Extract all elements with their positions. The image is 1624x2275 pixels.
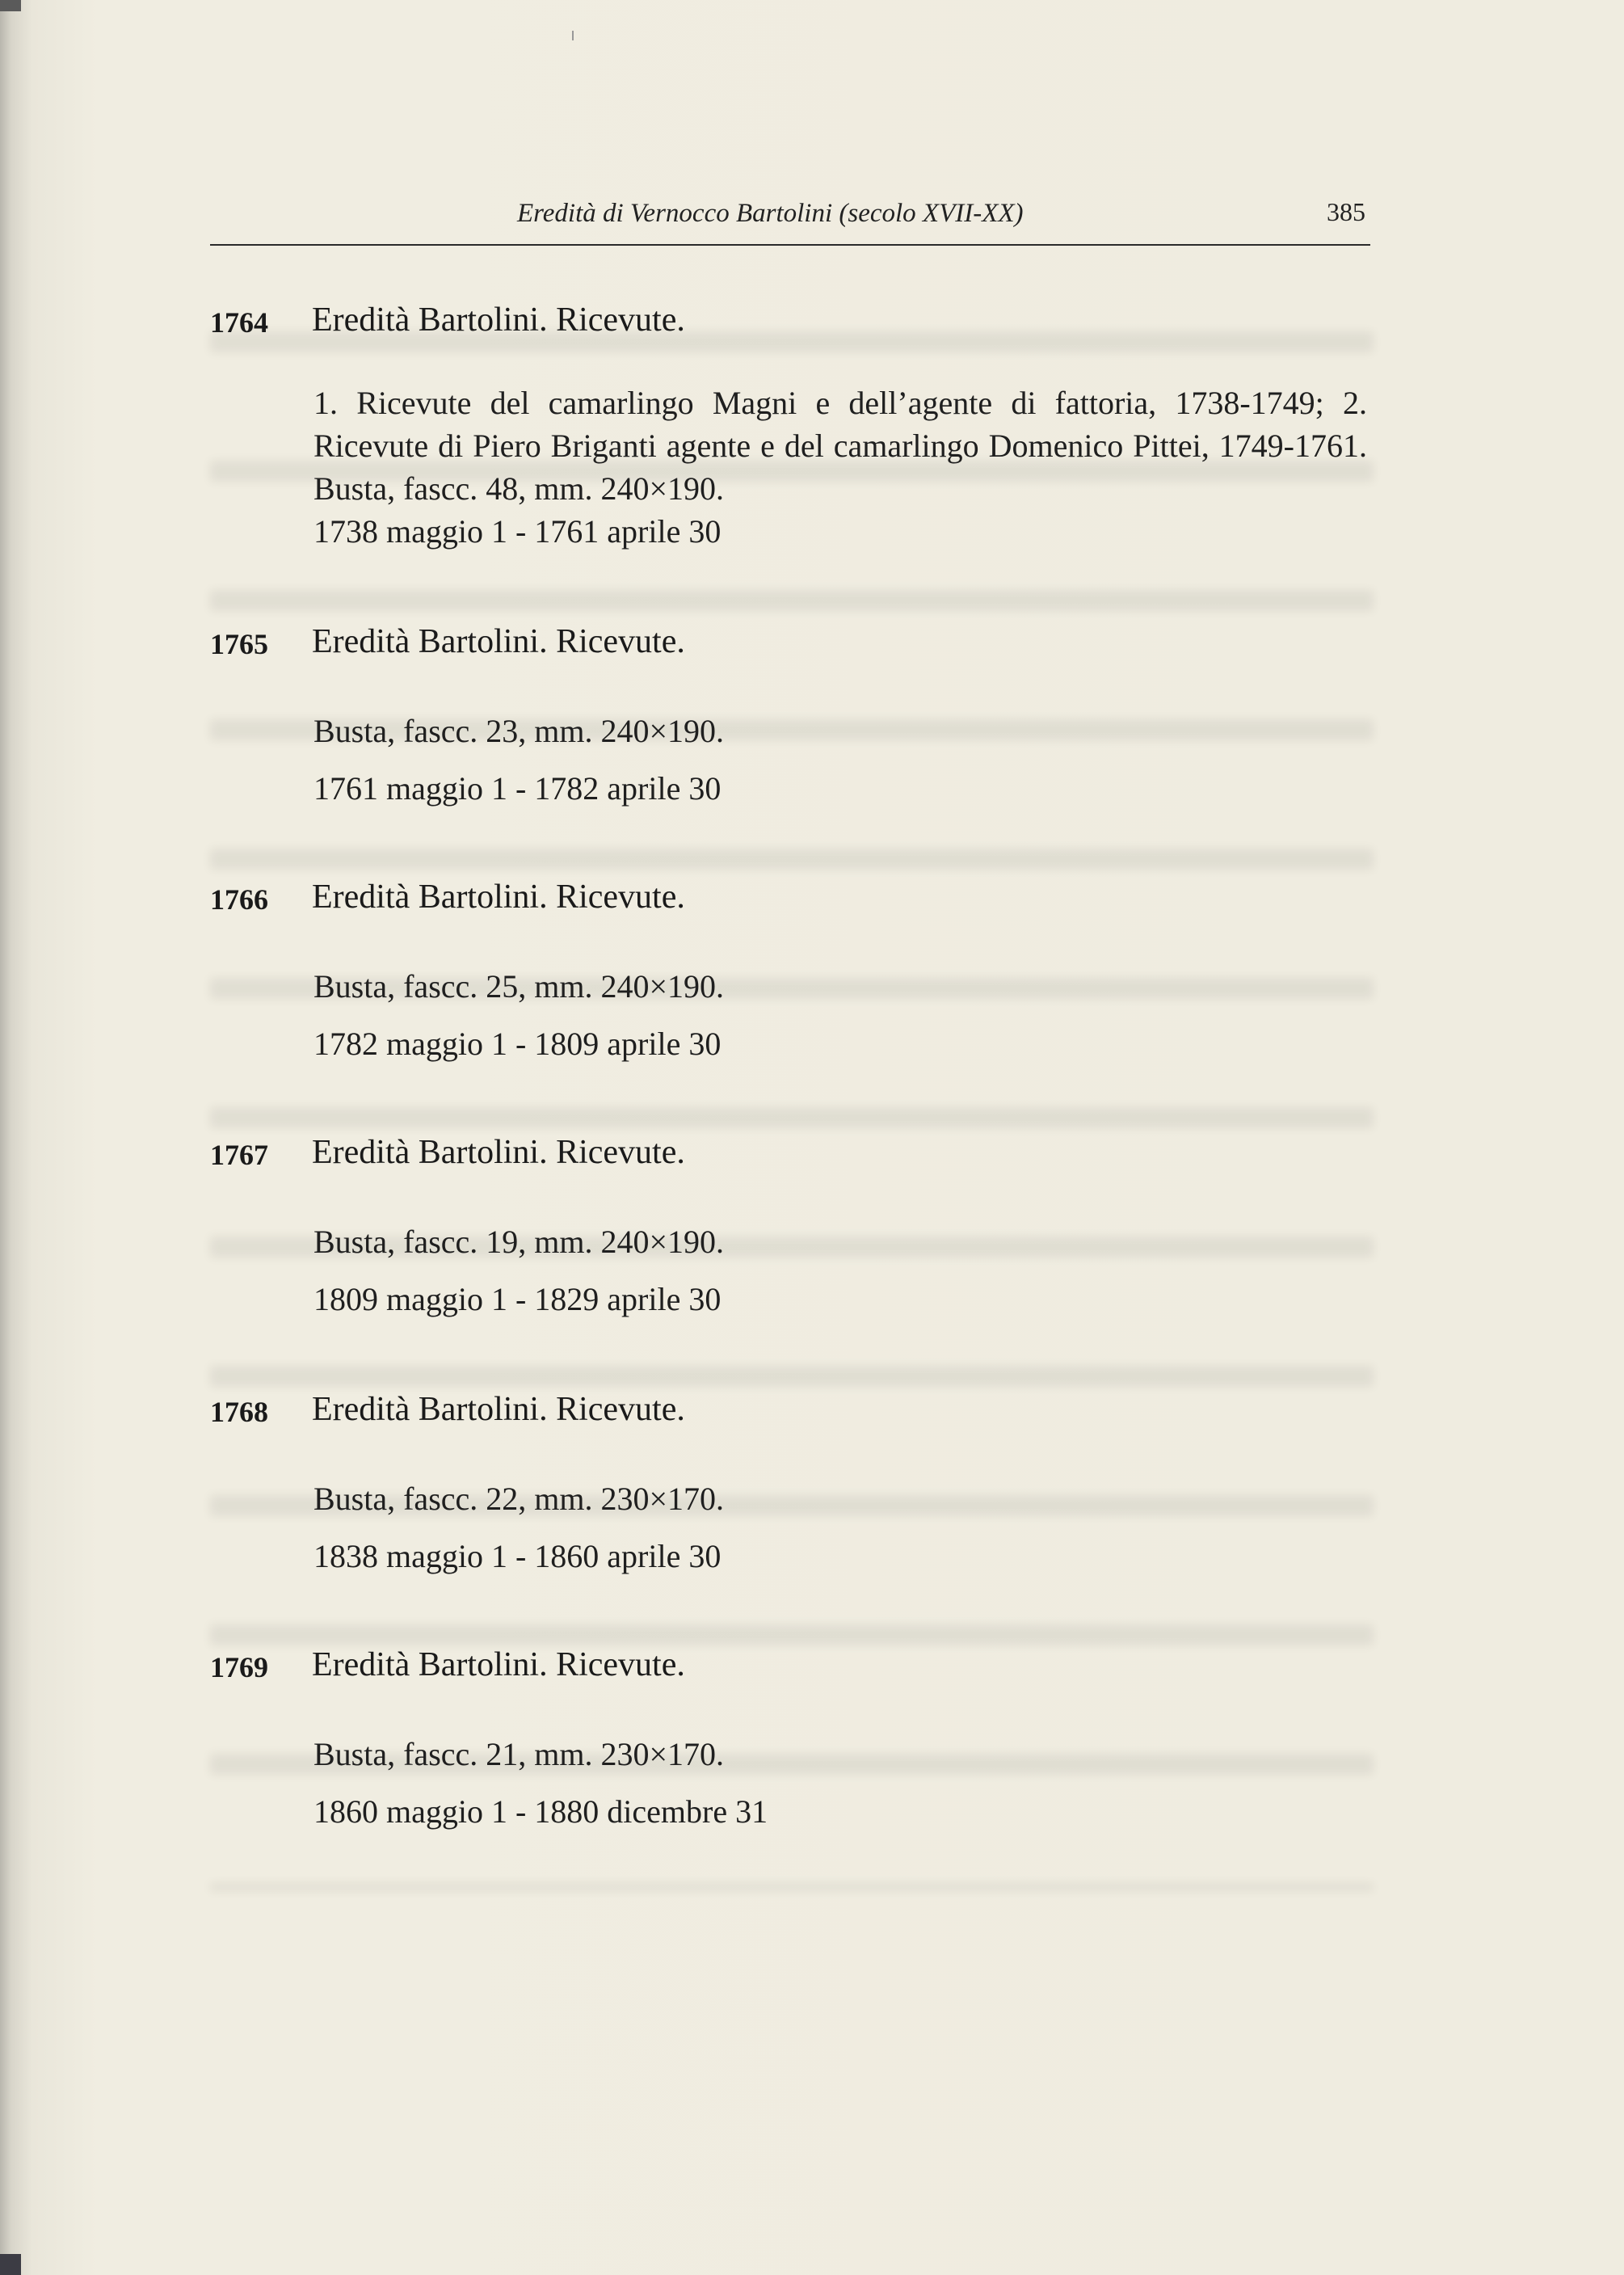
entry-description: Busta, fascc. 21, mm. 230×170. [313, 1736, 725, 1772]
entry-date: 1838 maggio 1 - 1860 aprile 30 [313, 1538, 722, 1574]
entry-date: 1738 maggio 1 - 1761 aprile 30 [313, 513, 722, 550]
entry-title: Eredità Bartolini. Ricevute. [312, 1391, 685, 1428]
entry-description: Busta, fascc. 22, mm. 230×170. [313, 1481, 725, 1517]
entry-description: Busta, fascc. 23, mm. 240×190. [313, 713, 725, 749]
entry-date: 1860 maggio 1 - 1880 dicembre 31 [313, 1793, 768, 1830]
entry-number: 1764 [210, 306, 268, 339]
entry-title: Eredità Bartolini. Ricevute. [312, 623, 685, 660]
entry-title: Eredità Bartolini. Ricevute. [312, 878, 685, 916]
entry-number: 1765 [210, 628, 268, 660]
entry-title: Eredità Bartolini. Ricevute. [312, 1646, 685, 1683]
entry-title: Eredità Bartolini. Ricevute. [312, 301, 685, 339]
running-title: Eredità di Vernocco Bartolini (secolo XVII-XX) [517, 199, 1024, 228]
entry-number: 1769 [210, 1651, 268, 1683]
scan-corner-bottom [0, 2254, 21, 2275]
paper-speck [572, 31, 574, 40]
entry-description: 1. Ricevute del camarlingo Magni e dell’agente di fattoria, 1738-1749; 2. Ricevute di Piero Briganti agente e del camarlingo Domenico Pittei, 1749-1761. Busta, fascc. 48, mm. 240×190. [313, 385, 1367, 507]
entry-date: 1761 maggio 1 - 1782 aprile 30 [313, 770, 722, 807]
page-number: 385 [1327, 197, 1365, 226]
entry-date: 1782 maggio 1 - 1809 aprile 30 [313, 1026, 722, 1062]
entry-number: 1768 [210, 1396, 268, 1428]
scan-corner-top [0, 0, 21, 11]
entry-date: 1809 maggio 1 - 1829 aprile 30 [313, 1281, 722, 1317]
entry-description: Busta, fascc. 19, mm. 240×190. [313, 1224, 725, 1260]
entry-number: 1767 [210, 1139, 268, 1171]
running-header [210, 194, 1370, 246]
entry-description: Busta, fascc. 25, mm. 240×190. [313, 968, 725, 1005]
entry-number: 1766 [210, 883, 268, 916]
entry-title: Eredità Bartolini. Ricevute. [312, 1134, 685, 1171]
